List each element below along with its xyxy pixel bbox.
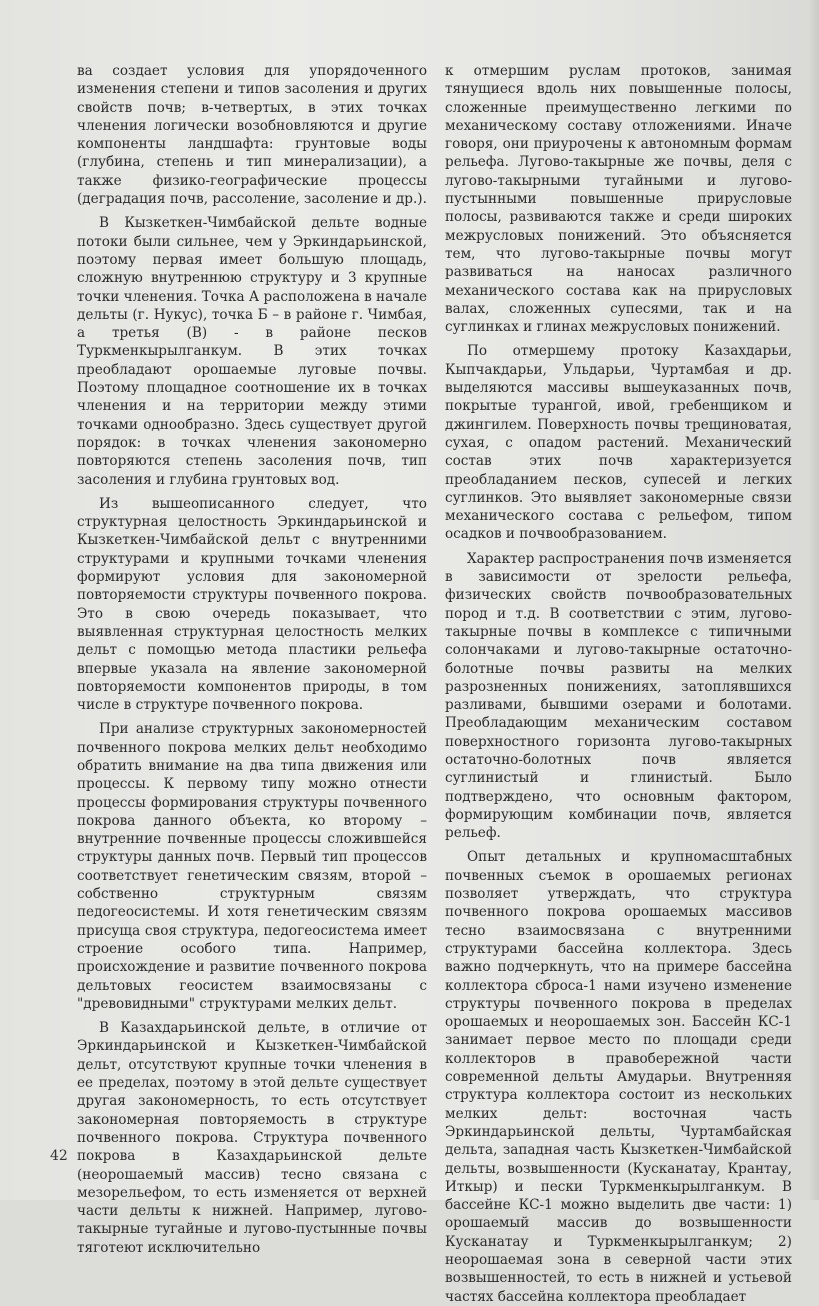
paragraph: В Казахдарьинской дельте, в отличие от Эркиндарьинской и Кызкеткен-Чимбайской дельт, отсутствуют крупные точки членения в ее пределах, поэтому в этой дельте существует другая закономерность, то есть отсутствует закономерная повторяемость в структуре почвенного покрова. Структура почвенного покрова в Казахдарьинской дельте (неорошаемый массив) тесно связана с мезорельефом, то есть изменяется от верхней части дельты к нижней. Например, лугово-такырные тугайные и лугово-пустынные почвы тяготеют исключительно <box>77 1020 427 1256</box>
page-number: 42 <box>50 1148 68 1164</box>
paragraph: Опыт детальных и крупномасштабных почвенных съемок в орошаемых регионах позволяет утверждать, что структура почвенного покрова орошаемых массивов тесно взаимосвязана с внутренними структурами бассейна коллектора. Здесь важно подчеркнуть, что на примере бассейна коллектора сброса-1 нами изучено изменение структуры почвенного покрова в пределах орошаемых и неорошаемых зон. Бассейн КС-1 занимает первое место по площади среди коллекторов в правобережной части современной дельты Амударьи. Внутренняя структура коллектора состоит из нескольких мелких дельт: восточная часть Эркиндарьинской дельты, Чуртамбайская дельта, западная часть Кызкеткен-Чимбайской дельты, возвышенности (Кусканатау, Крантау, Иткыр) и пески Туркменкырылганкум. В бассейне КС-1 можно выделить две части: 1) орошаемый массив до возвышенности Кусканатау и Туркменкырылганкум; 2) неорошаемая зона в северной части этих возвышенностей, то есть в нижней и устьевой частях бассейна коллектора преобладает <box>445 849 792 1305</box>
left-column <box>77 62 427 1257</box>
paragraph: Характер распространения почв изменяется в зависимости от зрелости рельефа, физических свойств почвообразовательных пород и т.д. В соответствии с этим, лугово-такырные почвы в комплексе с типичными солончаками и лугово-такырные остаточно-болотные почвы развиты на мелких разрозненных понижениях, затоплявшихся разливами, бывшими озерами и болотами. Преобладающим механическим составом поверхностного горизонта лугово-такырных остаточно-болотных почв является суглинистый и глинистый. Было подтверждено, что основным фактором, формирующим комбинации почв, является рельеф. <box>445 550 792 842</box>
paragraph: В Кызкеткен-Чимбайской дельте водные потоки были сильнее, чем у Эркиндарьинской, поэтому первая имеет большую площадь, сложную внутреннюю структуру и 3 крупные точки членения. Точка А расположена в начале дельты (г. Нукус), точка Б – в районе г. Чимбая, а третья (В) - в районе песков Туркменкырылганкум. В этих точках преобладают орошаемые луговые почвы. Поэтому площадное соотношение их в точках членения и на территории между этими точками однообразно. Здесь существует другой порядок: в точках членения закономерно повторяются степень засоления почв, тип засоления и глубина грунтовых вод. <box>77 215 427 488</box>
paragraph: ва создает условия для упорядоченного изменения степени и типов засоления и других свойств почв; в-четвертых, в этих точках членения логически возобновляются и другие компоненты ландшафта: грунтовые воды (глубина, степень и тип минерализации), а также физико-географические процессы (деградация почв, рассоление, засоление и др.). <box>77 63 427 208</box>
paragraph: По отмершему протоку Казахдарьи, Кыпчакдарьи, Ульдарьи, Чуртамбая и др. выделяются массивы вышеуказанных почв, покрытые турангой, ивой, гребенщиком и джингилем. Поверхность почвы трещиноватая, сухая, с опадом растений. Механический состав этих почв характеризуется преобладанием песков, супесей и легких суглинков. Это выявляет закономерные связи механического состава с рельефом, типом осадков и почвообразованием. <box>445 343 792 543</box>
right-column <box>445 62 792 1306</box>
paragraph: Из вышеописанного следует, что структурная целостность Эркиндарьинской и Кызкеткен-Чимбайской дельт с внутренними структурами и крупными точками членения формируют условия для закономерной повторяемости структуры почвенного покрова. Это в свою очередь показывает, что выявленная структурная целостность мелких дельт с помощью метода пластики рельефа впервые указала на явление закономерной повторяемости компонентов природы, в том числе в структуре почвенного покрова. <box>77 495 427 714</box>
paragraph: к отмершим руслам протоков, занимая тянущиеся вдоль них повышенные полосы, сложенные преимущественно легкими по механическому составу отложениями. Иначе говоря, они приурочены к автономным формам рельефа. Лугово-такырные же почвы, деля с лугово-такырными тугайными и лугово-пустынными повышенные прирусловые полосы, развиваются также и среди широких межрусловых понижений. Это объясняется тем, что лугово-такырные почвы могут развиваться на наносах различного механического состава как на прирусловых валах, сложенных супесями, так и на суглинках и глинах межрусловых понижений. <box>445 63 792 336</box>
paragraph: При анализе структурных закономерностей почвенного покрова мелких дельт необходимо обратить внимание на два типа движения или процессы. К первому типу можно отнести процессы формирования структуры почвенного покрова данного объекта, ко второму – внутренние почвенные процессы сложившейся структуры данных почв. Первый тип процессов соответствует генетическим связям, второй – собственно структурным связям педогеосистемы. И хотя генетическим связям присуща своя структура, педогеосистема имеет строение особого типа. Например, происхождение и развитие почвенного покрова дельтовых геосистем взаимосвязаны с "древовидными" структурами мелких дельт. <box>77 721 427 1012</box>
